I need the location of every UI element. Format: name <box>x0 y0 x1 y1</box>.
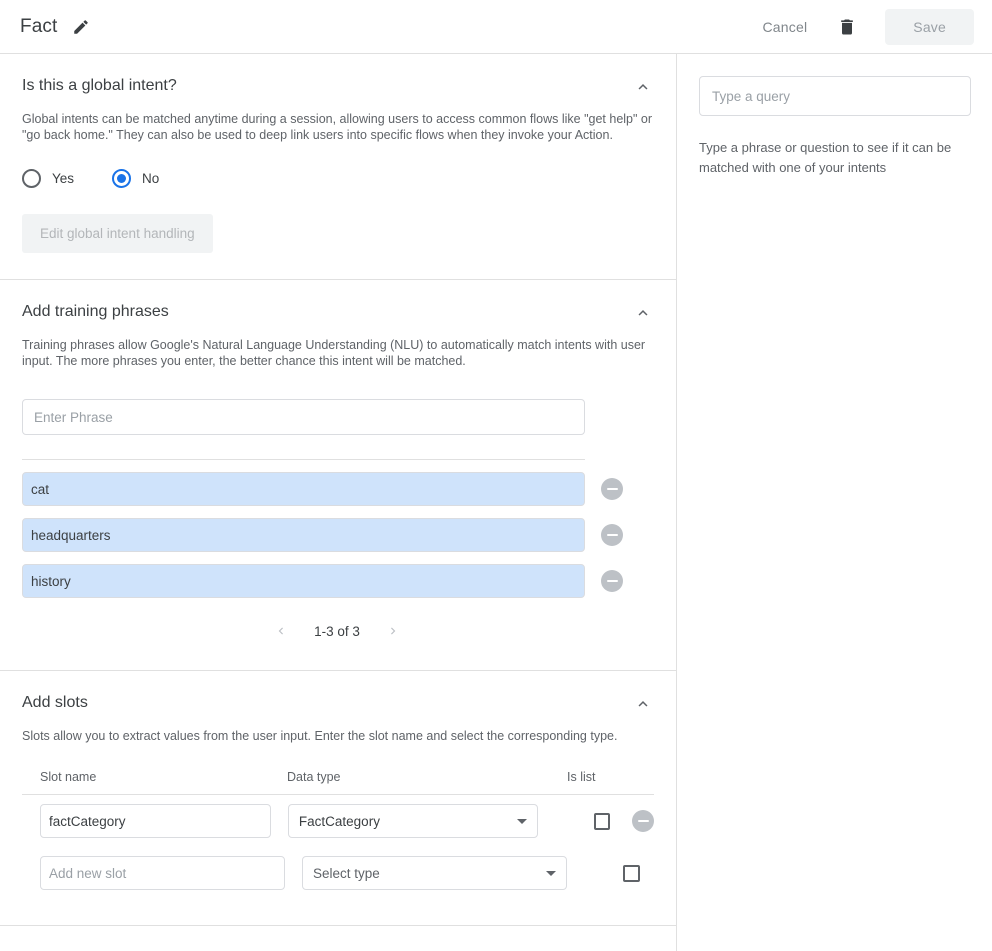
global-intent-option-no[interactable] <box>112 169 159 188</box>
is-list-checkbox[interactable] <box>623 865 640 882</box>
phrase-input[interactable] <box>22 564 585 598</box>
phrase-input[interactable] <box>22 518 585 552</box>
add-new-slot-input[interactable] <box>40 856 285 890</box>
trash-icon[interactable] <box>835 15 859 39</box>
chevron-up-icon[interactable] <box>632 693 654 715</box>
table-row <box>22 795 654 847</box>
remove-circle-icon[interactable] <box>632 810 654 832</box>
caret-down-icon <box>546 871 556 876</box>
edit-global-intent-handling-button[interactable]: Edit global intent handling <box>22 214 213 253</box>
data-type-select[interactable] <box>302 856 567 890</box>
chevron-up-icon[interactable] <box>632 302 654 324</box>
intent-preview-panel <box>677 54 992 951</box>
page-title: Fact <box>20 15 58 37</box>
slots-title: Add slots <box>22 694 88 711</box>
global-intent-header <box>22 76 654 98</box>
radio-no-icon[interactable] <box>112 169 131 188</box>
column-header-is-list: Is list <box>567 770 596 784</box>
chevron-right-icon[interactable] <box>380 618 406 644</box>
data-type-select[interactable] <box>288 804 538 838</box>
data-type-value: FactCategory <box>298 813 380 829</box>
training-phrases-title: Add training phrases <box>22 303 169 320</box>
training-phrases-header <box>22 302 654 324</box>
slots-description: Slots allow you to extract values from the user input. Enter the slot name and select the corresponding type. <box>22 729 618 743</box>
editor-body <box>0 54 992 951</box>
radio-yes-label: Yes <box>52 171 75 186</box>
slots-table <box>22 770 654 899</box>
phrase-input[interactable] <box>22 472 585 506</box>
top-toolbar <box>0 0 992 54</box>
remove-circle-icon[interactable] <box>601 570 623 592</box>
global-intent-description: Global intents can be matched anytime during a session, allowing users to access common flows like "get help" or "go back home." They can also be used to deep link users into specific flows when they invoke your Action. <box>22 112 653 142</box>
training-phrases-section <box>0 280 676 671</box>
pencil-icon[interactable] <box>71 17 91 37</box>
table-row <box>22 847 654 899</box>
caret-down-icon <box>517 819 527 824</box>
new-phrase-row <box>22 399 654 435</box>
slots-header <box>22 693 654 715</box>
radio-no-label: No <box>142 171 160 186</box>
global-intent-section <box>0 54 676 280</box>
global-intent-radio-group <box>22 169 654 188</box>
data-type-value: Select type <box>313 865 380 881</box>
phrase-row <box>22 564 654 598</box>
pagination-label: 1-3 of 3 <box>314 623 360 639</box>
training-phrases-description: Training phrases allow Google's Natural Language Understanding (NLU) to automatically match intents with user input. The more phrases you enter, the better chance this intent will be matched. <box>22 338 646 368</box>
slot-name-input[interactable] <box>40 804 271 838</box>
slots-section <box>0 671 676 926</box>
column-header-data-type: Data type <box>287 770 341 784</box>
phrase-pagination <box>22 618 652 644</box>
save-button[interactable]: Save <box>885 9 974 45</box>
remove-circle-icon[interactable] <box>601 478 623 500</box>
phrase-row <box>22 472 654 506</box>
global-intent-option-yes[interactable] <box>22 169 74 188</box>
phrase-list-divider <box>22 459 585 460</box>
slots-table-header <box>22 770 654 795</box>
remove-circle-icon[interactable] <box>601 524 623 546</box>
new-phrase-input[interactable] <box>22 399 585 435</box>
cancel-button[interactable]: Cancel <box>749 11 822 43</box>
query-input[interactable] <box>699 76 971 116</box>
radio-yes-icon[interactable] <box>22 169 41 188</box>
chevron-up-icon[interactable] <box>632 76 654 98</box>
editor-left-column <box>0 54 677 951</box>
column-header-slot-name: Slot name <box>40 770 97 784</box>
is-list-checkbox[interactable] <box>594 813 610 830</box>
global-intent-title: Is this a global intent? <box>22 77 177 94</box>
query-help-text: Type a phrase or question to see if it can be matched with one of your intents <box>699 140 952 175</box>
chevron-left-icon[interactable] <box>268 618 294 644</box>
phrase-row <box>22 518 654 552</box>
